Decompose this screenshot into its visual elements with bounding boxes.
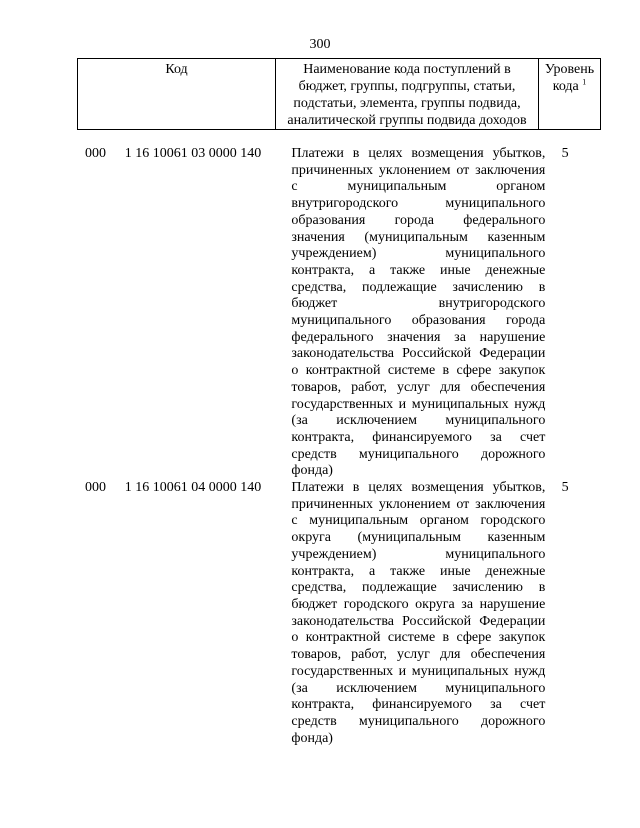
table-header <box>77 58 601 130</box>
admin-code: 000 <box>85 146 106 161</box>
table-row <box>77 480 585 747</box>
header-level-label: Уровень кода <box>544 62 595 94</box>
admin-code: 000 <box>85 480 106 496</box>
table-body <box>77 146 585 747</box>
header-code: Код <box>78 59 276 130</box>
header-level <box>539 59 601 130</box>
header-name: Наименование кода поступлений в бюджет, группы, подгруппы, статьи, подстатьи, элемента, группы подвида, аналитической группы подвида доходов <box>276 59 539 130</box>
income-code: 1 16 10061 03 0000 140 <box>124 146 262 161</box>
table-row <box>77 146 585 480</box>
code-level: 5 <box>561 480 569 496</box>
income-code: 1 16 10061 04 0000 140 <box>124 480 262 496</box>
code-level: 5 <box>561 146 569 161</box>
page-number: 300 <box>309 37 331 52</box>
header-level-footnote: 1 <box>582 77 587 87</box>
income-description: Платежи в целях возмещения убытков, причиненных уклонением от заключения с муниципальным органом внутригородского муниципального образования города федерального значения (муниципальным казенным учреждением) муниципального контракта, а также иные денежные средства, подлежащие зачислению в бюджет внутригородского муниципального образования города федерального значения за нарушение законодательства Российской Федерации о контрактной системе в сфере закупок товаров, работ, услуг для обеспечения государственных и муниципальных нужд (за исключением муниципального контракта, финансируемого за счет средств муниципального дорожного фонда) <box>291 146 546 479</box>
income-description: Платежи в целях возмещения убытков, причиненных уклонением от заключения с муниципальным органом городского округа (муниципальным казенным учреждением) муниципального контракта, а также иные денежные средства, подлежащие зачислению в бюджет городского округа за нарушение законодательства Российской Федерации о контрактной системе в сфере закупок товаров, работ, услуг для обеспечения государственных и муниципальных нужд (за исключением муниципального контракта, финансируемого за счет средств муниципального дорожного фонда) <box>291 480 546 746</box>
